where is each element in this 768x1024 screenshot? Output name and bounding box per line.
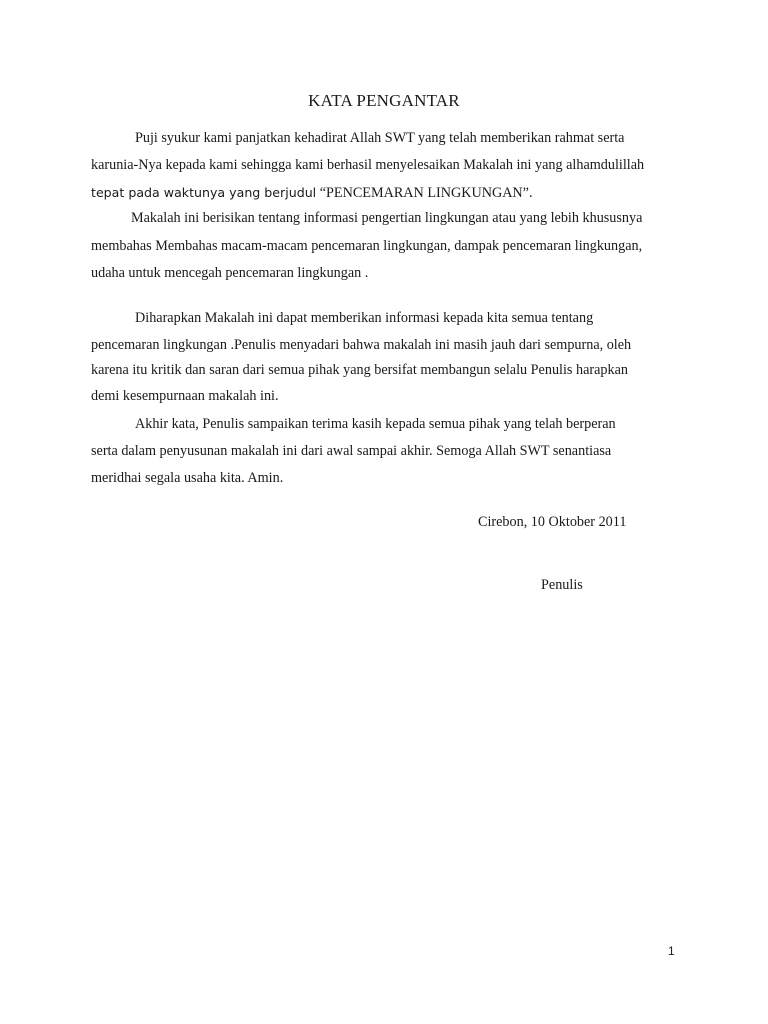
paragraph-2-line-1: Makalah ini berisikan tentang informasi pengertian lingkungan atau yang lebih khususnya bbox=[131, 210, 643, 226]
paragraph-3-line-3: karena itu kritik dan saran dari semua pihak yang bersifat membangun selalu Penulis harapkan bbox=[91, 362, 628, 378]
paragraph-1-line-3-title-segment: “PENCEMARAN LINGKUNGAN”. bbox=[316, 185, 533, 201]
paragraph-2-line-2: membahas Membahas macam-macam pencemaran lingkungan, dampak pencemaran lingkungan, bbox=[91, 238, 643, 254]
paragraph-2-line-3: udaha untuk mencegah pencemaran lingkungan . bbox=[91, 265, 369, 281]
paragraph-3-line-4: demi kesempurnaan makalah ini. bbox=[91, 388, 279, 404]
paragraph-4-line-3: meridhai segala usaha kita. Amin. bbox=[91, 470, 284, 486]
author-signature: Penulis bbox=[541, 577, 583, 593]
paragraph-4-line-2: serta dalam penyusunan makalah ini dari awal sampai akhir. Semoga Allah SWT senantiasa bbox=[91, 443, 612, 459]
paragraph-1-line-3 bbox=[91, 185, 533, 202]
paragraph-4-line-1: Akhir kata, Penulis sampaikan terima kasih kepada semua pihak yang telah berperan bbox=[135, 416, 616, 432]
page-title: KATA PENGANTAR bbox=[308, 91, 460, 110]
paragraph-1-line-1: Puji syukur kami panjatkan kehadirat Allah SWT yang telah memberikan rahmat serta bbox=[135, 130, 625, 146]
paragraph-3-line-2: pencemaran lingkungan .Penulis menyadari bahwa makalah ini masih jauh dari sempurna, oleh bbox=[91, 337, 632, 353]
page-number: 1 bbox=[668, 944, 675, 958]
paragraph-1-line-2: karunia-Nya kepada kami sehingga kami berhasil menyelesaikan Makalah ini yang alhamdulillah bbox=[91, 157, 645, 173]
paragraph-3-line-1: Diharapkan Makalah ini dapat memberikan informasi kepada kita semua tentang bbox=[135, 310, 594, 326]
paragraph-1-line-3-sans-segment: tepat pada waktunya yang berjudul bbox=[91, 185, 317, 200]
place-and-date: Cirebon, 10 Oktober 2011 bbox=[478, 514, 627, 530]
